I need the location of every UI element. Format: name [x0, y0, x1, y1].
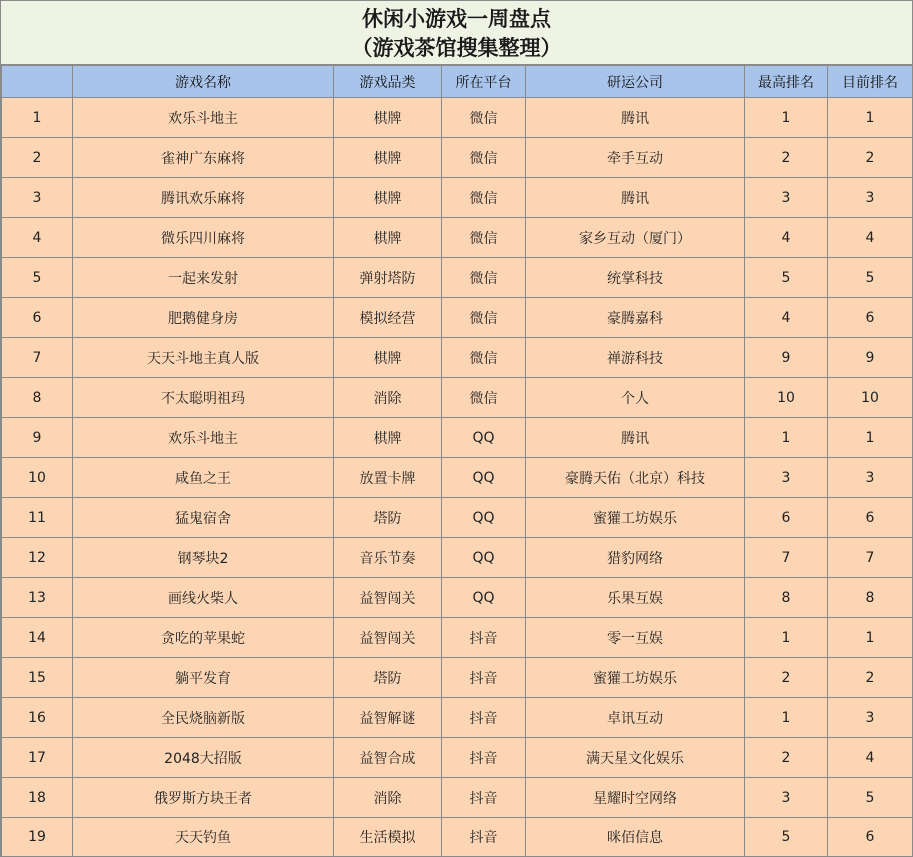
cell-game-name: 一起来发射 [73, 258, 334, 298]
cell-index: 12 [2, 538, 73, 578]
cell-peak-rank: 2 [745, 658, 828, 698]
cell-category: 益智解谜 [334, 698, 442, 738]
cell-current-rank: 5 [828, 258, 913, 298]
cell-platform: QQ [442, 578, 526, 618]
cell-category: 弹射塔防 [334, 258, 442, 298]
cell-peak-rank: 3 [745, 178, 828, 218]
cell-platform: 微信 [442, 138, 526, 178]
table-row [2, 778, 913, 818]
cell-current-rank: 8 [828, 578, 913, 618]
cell-index: 5 [2, 258, 73, 298]
table-row [2, 578, 913, 618]
cell-company: 个人 [526, 378, 745, 418]
table-row [2, 178, 913, 218]
cell-category: 益智闯关 [334, 618, 442, 658]
header-index [2, 66, 73, 98]
cell-current-rank: 2 [828, 658, 913, 698]
cell-game-name: 俄罗斯方块王者 [73, 778, 334, 818]
cell-peak-rank: 5 [745, 818, 828, 857]
table-row [2, 378, 913, 418]
cell-company: 零一互娱 [526, 618, 745, 658]
cell-peak-rank: 5 [745, 258, 828, 298]
cell-game-name: 雀神广东麻将 [73, 138, 334, 178]
cell-platform: 微信 [442, 218, 526, 258]
cell-company: 乐果互娱 [526, 578, 745, 618]
cell-index: 1 [2, 98, 73, 138]
cell-current-rank: 3 [828, 698, 913, 738]
cell-peak-rank: 4 [745, 218, 828, 258]
cell-peak-rank: 4 [745, 298, 828, 338]
cell-category: 塔防 [334, 658, 442, 698]
cell-index: 14 [2, 618, 73, 658]
cell-platform: 抖音 [442, 658, 526, 698]
cell-company: 统掌科技 [526, 258, 745, 298]
cell-platform: 抖音 [442, 818, 526, 857]
cell-category: 模拟经营 [334, 298, 442, 338]
cell-index: 19 [2, 818, 73, 857]
cell-index: 13 [2, 578, 73, 618]
cell-category: 音乐节奏 [334, 538, 442, 578]
cell-index: 8 [2, 378, 73, 418]
cell-game-name: 2048大招版 [73, 738, 334, 778]
cell-company: 满天星文化娱乐 [526, 738, 745, 778]
table-row [2, 818, 913, 857]
cell-game-name: 猛鬼宿舍 [73, 498, 334, 538]
cell-company: 禅游科技 [526, 338, 745, 378]
table-row [2, 498, 913, 538]
cell-index: 17 [2, 738, 73, 778]
cell-index: 7 [2, 338, 73, 378]
cell-peak-rank: 1 [745, 98, 828, 138]
table-row [2, 618, 913, 658]
cell-index: 16 [2, 698, 73, 738]
cell-category: 益智合成 [334, 738, 442, 778]
cell-company: 蜜獾工坊娱乐 [526, 658, 745, 698]
header-platform: 所在平台 [442, 66, 526, 98]
cell-current-rank: 1 [828, 618, 913, 658]
cell-current-rank: 2 [828, 138, 913, 178]
cell-platform: 微信 [442, 178, 526, 218]
table-body [2, 98, 913, 857]
cell-peak-rank: 2 [745, 138, 828, 178]
cell-current-rank: 9 [828, 338, 913, 378]
table-row [2, 218, 913, 258]
cell-game-name: 钢琴块2 [73, 538, 334, 578]
cell-company: 咪佰信息 [526, 818, 745, 857]
cell-category: 棋牌 [334, 418, 442, 458]
cell-company: 腾讯 [526, 98, 745, 138]
cell-game-name: 全民烧脑新版 [73, 698, 334, 738]
cell-peak-rank: 1 [745, 698, 828, 738]
cell-game-name: 画线火柴人 [73, 578, 334, 618]
cell-game-name: 贪吃的苹果蛇 [73, 618, 334, 658]
cell-peak-rank: 6 [745, 498, 828, 538]
cell-company: 牵手互动 [526, 138, 745, 178]
cell-platform: 抖音 [442, 778, 526, 818]
cell-platform: QQ [442, 458, 526, 498]
cell-company: 卓讯互动 [526, 698, 745, 738]
cell-company: 腾讯 [526, 178, 745, 218]
cell-platform: 微信 [442, 258, 526, 298]
cell-platform: 微信 [442, 378, 526, 418]
cell-peak-rank: 7 [745, 538, 828, 578]
table-row [2, 738, 913, 778]
cell-current-rank: 4 [828, 218, 913, 258]
cell-category: 放置卡牌 [334, 458, 442, 498]
cell-peak-rank: 3 [745, 458, 828, 498]
cell-category: 塔防 [334, 498, 442, 538]
cell-category: 棋牌 [334, 98, 442, 138]
cell-game-name: 腾讯欢乐麻将 [73, 178, 334, 218]
cell-platform: QQ [442, 538, 526, 578]
cell-current-rank: 4 [828, 738, 913, 778]
title-line-2: （游戏茶馆搜集整理） [351, 34, 562, 60]
cell-current-rank: 10 [828, 378, 913, 418]
cell-current-rank: 6 [828, 498, 913, 538]
cell-current-rank: 6 [828, 818, 913, 857]
header-peak-rank: 最高排名 [745, 66, 828, 98]
cell-current-rank: 3 [828, 178, 913, 218]
cell-index: 9 [2, 418, 73, 458]
cell-company: 星耀时空网络 [526, 778, 745, 818]
cell-peak-rank: 8 [745, 578, 828, 618]
cell-index: 18 [2, 778, 73, 818]
cell-category: 消除 [334, 378, 442, 418]
table-row [2, 418, 913, 458]
cell-category: 棋牌 [334, 338, 442, 378]
table-row [2, 458, 913, 498]
cell-category: 棋牌 [334, 218, 442, 258]
cell-platform: 抖音 [442, 618, 526, 658]
table-row [2, 138, 913, 178]
cell-peak-rank: 3 [745, 778, 828, 818]
cell-game-name: 微乐四川麻将 [73, 218, 334, 258]
header-row [2, 66, 913, 98]
table-row [2, 98, 913, 138]
cell-index: 15 [2, 658, 73, 698]
cell-game-name: 躺平发育 [73, 658, 334, 698]
cell-index: 2 [2, 138, 73, 178]
table-row [2, 658, 913, 698]
cell-game-name: 欢乐斗地主 [73, 418, 334, 458]
cell-current-rank: 6 [828, 298, 913, 338]
cell-current-rank: 7 [828, 538, 913, 578]
cell-index: 4 [2, 218, 73, 258]
cell-platform: 微信 [442, 338, 526, 378]
cell-company: 蜜獾工坊娱乐 [526, 498, 745, 538]
title-line-1: 休闲小游戏一周盘点 [362, 5, 551, 31]
title-banner [1, 1, 912, 65]
cell-company: 猎豹网络 [526, 538, 745, 578]
cell-game-name: 不太聪明祖玛 [73, 378, 334, 418]
cell-game-name: 天天钓鱼 [73, 818, 334, 857]
cell-index: 10 [2, 458, 73, 498]
cell-peak-rank: 9 [745, 338, 828, 378]
cell-peak-rank: 1 [745, 618, 828, 658]
cell-category: 消除 [334, 778, 442, 818]
cell-platform: QQ [442, 418, 526, 458]
cell-game-name: 咸鱼之王 [73, 458, 334, 498]
ranking-table [1, 65, 913, 857]
cell-current-rank: 3 [828, 458, 913, 498]
cell-platform: 微信 [442, 298, 526, 338]
cell-current-rank: 1 [828, 418, 913, 458]
table-row [2, 698, 913, 738]
header-current-rank: 目前排名 [828, 66, 913, 98]
cell-platform: QQ [442, 498, 526, 538]
cell-index: 3 [2, 178, 73, 218]
cell-peak-rank: 1 [745, 418, 828, 458]
table-row [2, 298, 913, 338]
cell-peak-rank: 2 [745, 738, 828, 778]
cell-game-name: 天天斗地主真人版 [73, 338, 334, 378]
table-row [2, 538, 913, 578]
cell-company: 腾讯 [526, 418, 745, 458]
cell-current-rank: 5 [828, 778, 913, 818]
header-company: 研运公司 [526, 66, 745, 98]
cell-platform: 抖音 [442, 738, 526, 778]
header-game-name: 游戏名称 [73, 66, 334, 98]
cell-platform: 微信 [442, 98, 526, 138]
table-row [2, 258, 913, 298]
header-category: 游戏品类 [334, 66, 442, 98]
cell-category: 生活模拟 [334, 818, 442, 857]
cell-current-rank: 1 [828, 98, 913, 138]
cell-company: 豪腾嘉科 [526, 298, 745, 338]
cell-category: 棋牌 [334, 138, 442, 178]
cell-index: 11 [2, 498, 73, 538]
cell-company: 家乡互动（厦门） [526, 218, 745, 258]
cell-index: 6 [2, 298, 73, 338]
cell-peak-rank: 10 [745, 378, 828, 418]
cell-platform: 抖音 [442, 698, 526, 738]
cell-company: 豪腾天佑（北京）科技 [526, 458, 745, 498]
table-row [2, 338, 913, 378]
cell-category: 棋牌 [334, 178, 442, 218]
cell-category: 益智闯关 [334, 578, 442, 618]
cell-game-name: 欢乐斗地主 [73, 98, 334, 138]
cell-game-name: 肥鹅健身房 [73, 298, 334, 338]
